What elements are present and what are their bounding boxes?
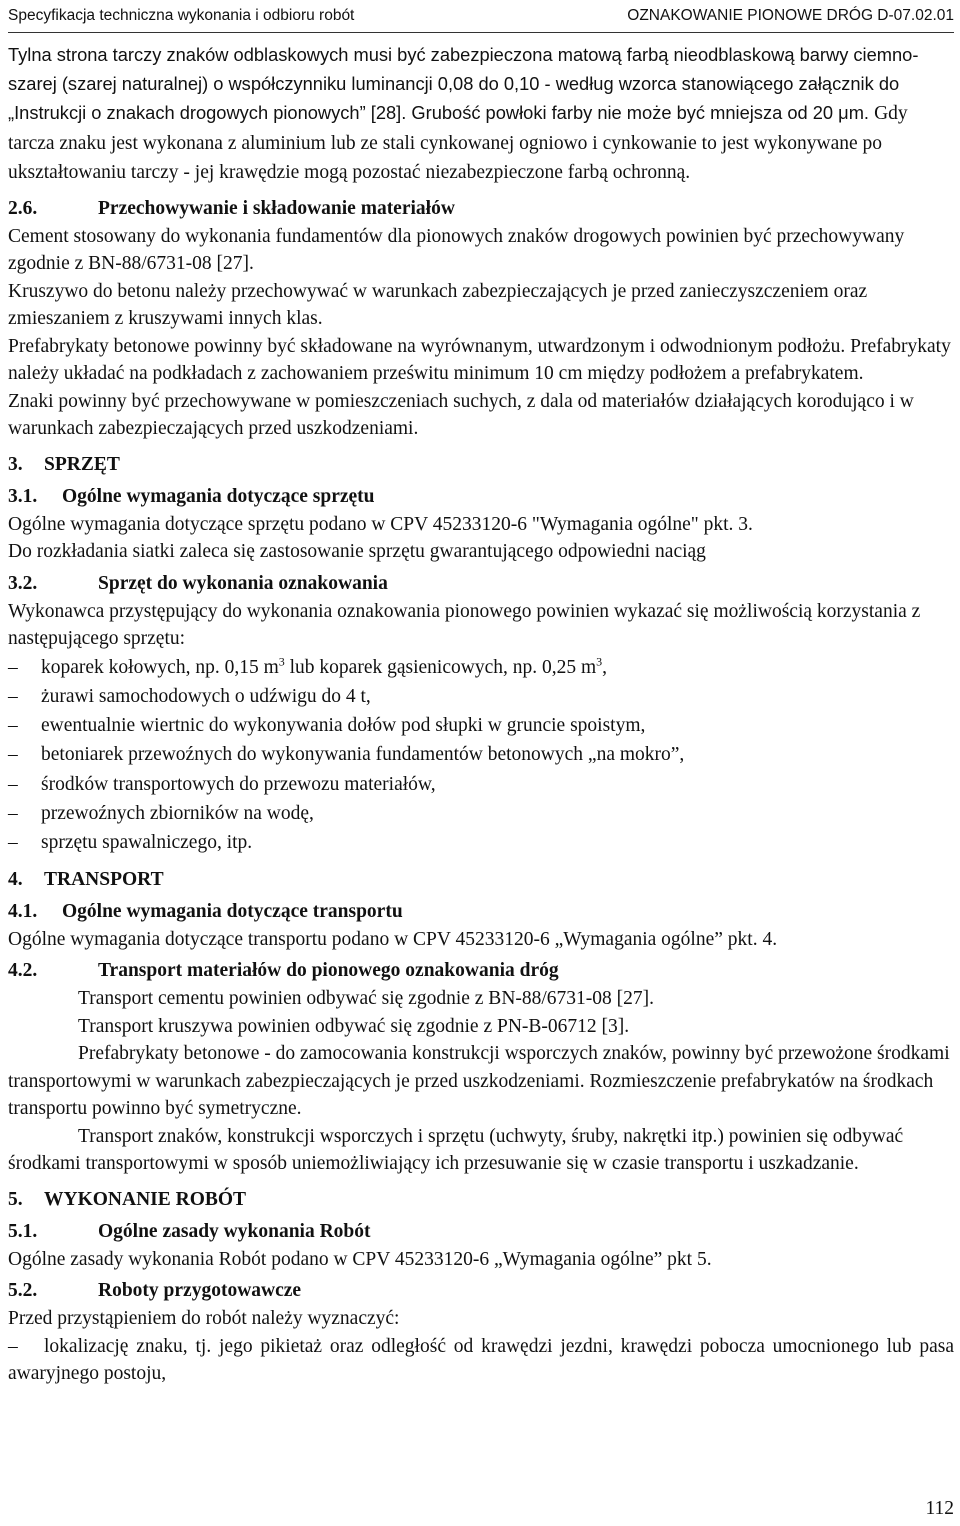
section-heading-3 [8, 451, 954, 479]
list-item [8, 653, 954, 682]
paragraph-cement-transport: Transport cementu powinien odbywać się zgodnie z BN-88/6731-08 [27]. [78, 988, 655, 1010]
text-back-side-paint: Tylna strona tarczy znaków odblaskowych musi być zabezpieczona matową farbą nieodblaskową barwy ciemno-szarej (szarej naturalnej) o współczynniku luminancji 0,08 do 0,10 - według wzorca stanowiącego załącznik do „Instrukcji o znakach drogowych pionowych” [28]. Grubość powłoki farby nie może być mniejsza od 20 μm. [8, 44, 919, 123]
dash-bullet: – [8, 656, 18, 678]
list-item [8, 682, 954, 711]
section-number: 4.1. [8, 900, 38, 922]
section-heading-5 [8, 1186, 954, 1214]
list-item-text: ewentualnie wiertnic do wykonywania dołów pod słupki w gruncie spoistym, [41, 715, 646, 737]
section-number: 3.1. [8, 485, 38, 507]
list-item [8, 828, 954, 857]
paragraph-works-general: Ogólne zasady wykonania Robót podano w CPV 45233120-6 „Wymagania ogólne” pkt 5. [8, 1248, 712, 1270]
paragraph-signs-transport: Transport znaków, konstrukcji wsporczych i sprzętu (uchwyty, śruby, nakrętki itp.) powinien się odbywać środkami transportowymi w sposób uniemożliwiający ich przesuwanie się w czasie transportu i uszkadzanie. [8, 1125, 904, 1175]
superscript: 3 [278, 654, 285, 668]
paragraph-back-side [8, 40, 954, 187]
section-heading-4-2 [8, 957, 954, 985]
paragraph-equipment-general: Ogólne wymagania dotyczące sprzętu podano w CPV 45233120-6 "Wymagania ogólne" pkt. 3. [8, 513, 753, 535]
page-number: 112 [925, 1498, 954, 1519]
section-title: WYKONANIE ROBÓT [44, 1188, 247, 1210]
dash-bullet: – [8, 685, 18, 707]
section-title: SPRZĘT [44, 453, 120, 475]
list-item-text: koparek kołowych, np. 0,15 m [41, 656, 279, 678]
dash-bullet: – [8, 715, 18, 737]
header-document-title: Specyfikacja techniczna wykonania i odbioru robót [8, 7, 355, 24]
list-item-text: lub koparek gąsienicowych, np. 0,25 m [284, 656, 597, 678]
paragraph-transport-general: Ogólne wymagania dotyczące transportu podano w CPV 45233120-6 „Wymagania ogólne” pkt. 4. [8, 928, 778, 950]
section-heading-5-2 [8, 1277, 954, 1305]
section-number: 5.2. [8, 1280, 38, 1302]
list-item [8, 711, 954, 740]
section-number: 4. [8, 868, 23, 890]
list-item-text: przewoźnych zbiorników na wodę, [41, 802, 314, 824]
dash-bullet: – [8, 802, 18, 824]
section-number: 5.1. [8, 1220, 38, 1242]
dash-bullet: – [8, 832, 18, 854]
section-title: Transport materiałów do pionowego oznakowania dróg [98, 960, 559, 982]
section-number: 5. [8, 1188, 23, 1210]
header-section-code: OZNAKOWANIE PIONOWE DRÓG D-07.02.01 [627, 7, 954, 24]
list-item [8, 770, 954, 799]
paragraph-contractor-equipment: Wykonawca przystępujący do wykonania oznakowania pionowego powinien wykazać się możliwością korzystania z następującego sprzętu: [8, 600, 921, 649]
paragraph-signs-storage: Znaki powinny być przechowywane w pomieszczeniach suchych, z dala od materiałów działających korodująco i w warunkach zabezpieczających przed uszkodzeniami. [8, 390, 914, 439]
section-heading-3-1 [8, 483, 954, 511]
section-heading-4 [8, 866, 954, 894]
list-item [8, 799, 954, 828]
paragraph-prefab-transport: Prefabrykaty betonowe - do zamocowania konstrukcji wsporczych znaków, powinny być przewożone środkami transportowymi w warunkach zabezpieczających je przed uszkodzeniami. Rozmieszczenie prefabrykatów na środkach transportu powinno być symetryczne. [8, 1043, 950, 1120]
section-title: Sprzęt do wykonania oznakowania [98, 572, 388, 594]
page-header [8, 2, 954, 33]
list-item-text: żurawi samochodowych o udźwigu do 4 t, [41, 685, 371, 707]
paragraph-before-works: Przed przystąpieniem do robót należy wyznaczyć: [8, 1308, 400, 1330]
section-heading-3-2 [8, 570, 954, 598]
paragraph-prefab-storage: Prefabrykaty betonowe powinny być składowane na wyrównanym, utwardzonym i odwodnionym podłożu. Prefabrykaty należy układać na podkładach z zachowaniem prześwitu minimum 10 cm między podłożem a prefabrykatem. [8, 335, 951, 384]
dash-bullet: – [8, 744, 18, 766]
paragraph-mesh-tension: Do rozkładania siatki zaleca się zastosowanie sprzętu gwarantującego odpowiedni naciąg [8, 541, 706, 562]
equipment-list [8, 653, 954, 858]
section-heading-5-1 [8, 1218, 954, 1246]
section-title: Ogólne wymagania dotyczące transportu [62, 900, 403, 922]
section-title: TRANSPORT [44, 868, 164, 890]
list-item-text: , [602, 656, 608, 678]
section-title: Ogólne zasady wykonania Robót [98, 1220, 371, 1242]
section-heading-4-1 [8, 898, 954, 926]
list-item-text: lokalizację znaku, tj. jego pikietaż oraz odległość od krawędzi jezdni, krawędzi pobocza umocnionego lub pasa awaryjnego postoju, [8, 1335, 954, 1385]
document-body [8, 40, 954, 1388]
list-item-text: betoniarek przewoźnych do wykonywania fundamentów betonowych „na mokro”, [41, 744, 685, 766]
section-title: Ogólne wymagania dotyczące sprzętu [62, 485, 375, 507]
text-edges-unprotected: Gdy tarcza znaku jest wykonana z aluminium lub ze stali cynkowanej ogniowo i cynkowanie to jest wykonywane po ukształtowaniu tarczy - jej krawędzie mogą pozostać niezabezpieczone farbą ochronną. [8, 103, 908, 183]
list-item-text: sprzętu spawalniczego, itp. [41, 832, 253, 854]
section-number: 3.2. [8, 572, 38, 594]
dash-bullet: – [8, 1335, 18, 1357]
section-number: 2.6. [8, 197, 38, 219]
list-item [8, 740, 954, 769]
section-number: 4.2. [8, 960, 38, 982]
list-item-sign-location [8, 1333, 954, 1388]
list-item-text: środków transportowych do przewozu materiałów, [41, 773, 436, 795]
section-number: 3. [8, 453, 23, 475]
section-title: Roboty przygotowawcze [98, 1280, 302, 1302]
paragraph-aggregate-transport: Transport kruszywa powinien odbywać się zgodnie z PN-B-06712 [3]. [78, 1015, 630, 1037]
paragraph-aggregate-storage: Kruszywo do betonu należy przechowywać w warunkach zabezpieczających je przed zanieczyszczeniem oraz zmieszaniem z kruszywami innych klas. [8, 280, 868, 329]
section-heading-2-6 [8, 195, 954, 223]
section-title: Przechowywanie i składowanie materiałów [98, 197, 455, 219]
superscript: 3 [596, 654, 603, 668]
dash-bullet: – [8, 773, 18, 795]
paragraph-cement-storage: Cement stosowany do wykonania fundamentów dla pionowych znaków drogowych powinien być przechowywany zgodnie z BN-88/6731-08 [27]. [8, 225, 905, 274]
